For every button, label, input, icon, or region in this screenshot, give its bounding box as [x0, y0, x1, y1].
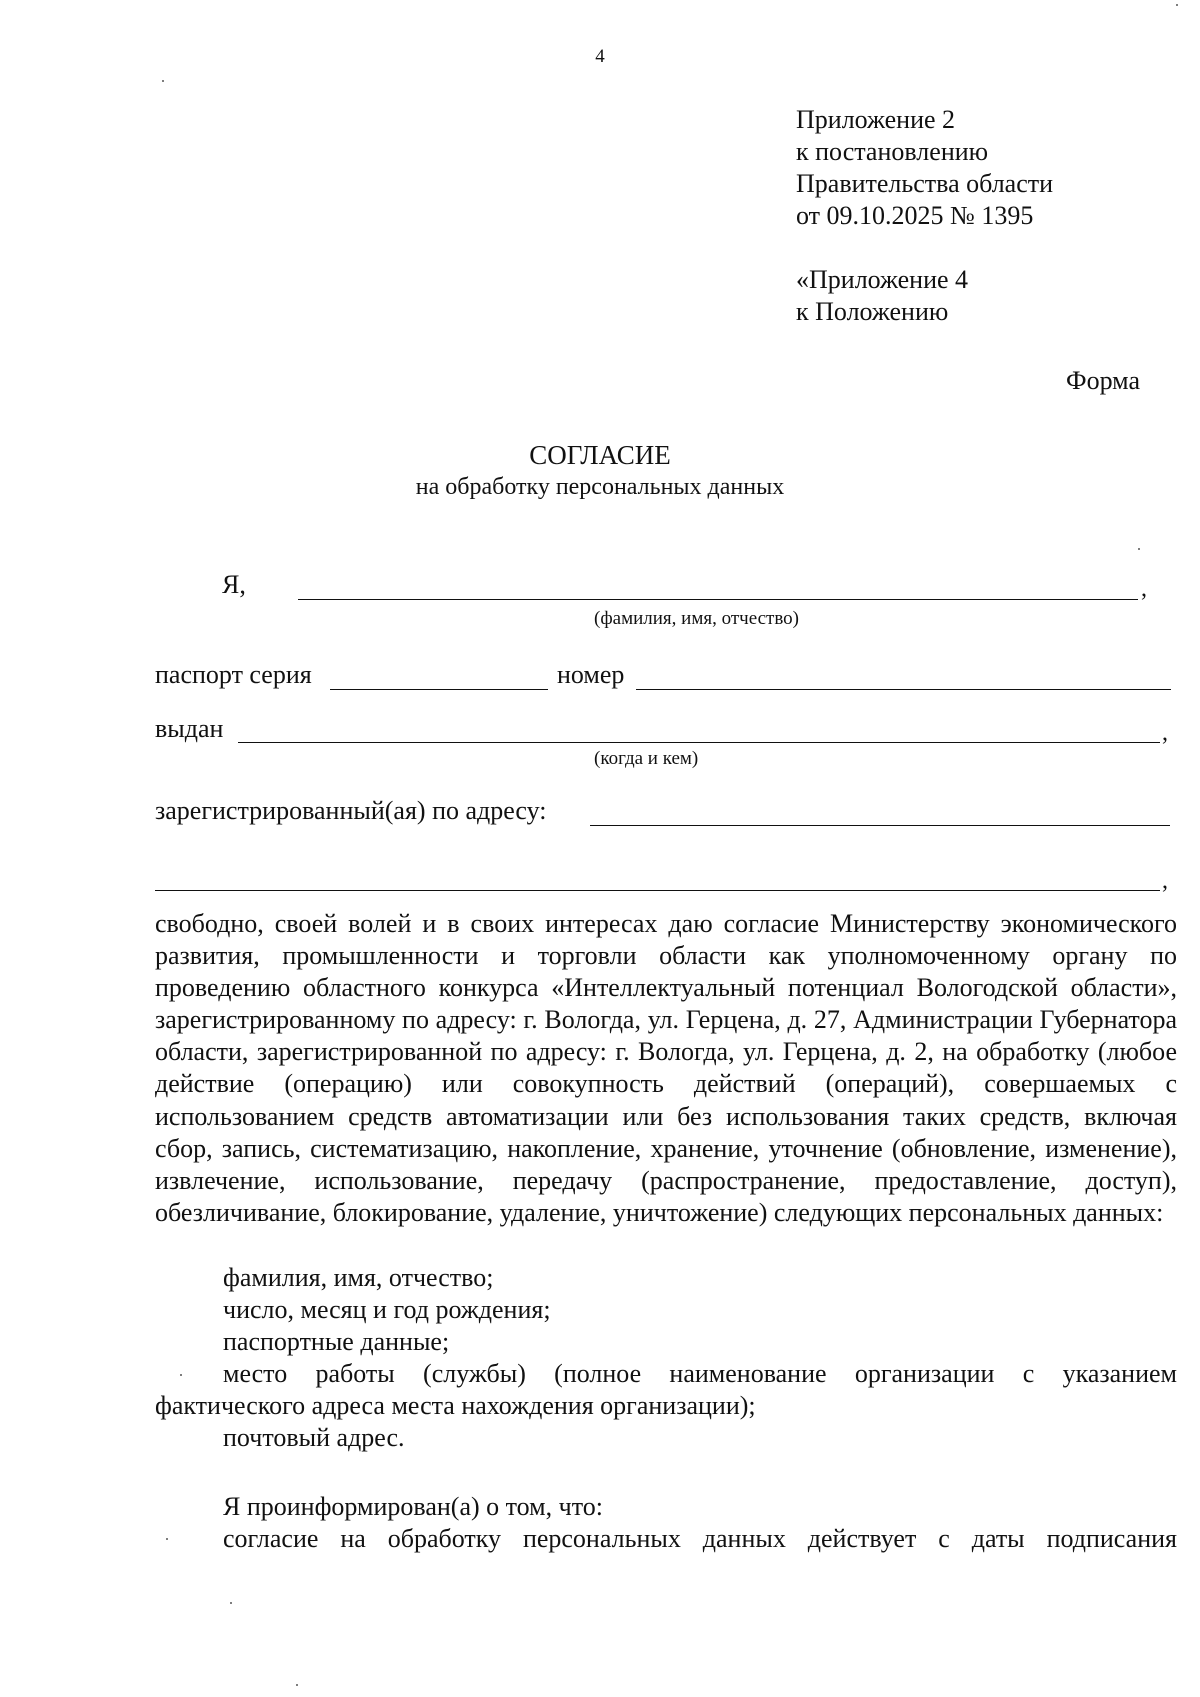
address-label: зарегистрированный(ая) по адресу:	[155, 796, 547, 825]
document-title: СОГЛАСИЕ	[529, 440, 671, 470]
scan-speck	[1138, 548, 1140, 550]
personal-data-list	[155, 1262, 1177, 1455]
passport-series-field[interactable]	[330, 689, 548, 690]
appendix-line: к Положению	[796, 297, 949, 326]
list-item: фамилия, имя, отчество;	[223, 1263, 494, 1292]
comma: ,	[1141, 576, 1147, 602]
informed-block	[155, 1491, 1177, 1555]
scan-speck	[1176, 4, 1178, 6]
i-label: Я,	[222, 570, 246, 599]
appendix-line: к постановлению	[796, 137, 989, 166]
scan-speck	[296, 1684, 298, 1686]
scan-speck	[180, 1374, 182, 1376]
informed-heading: Я проинформирован(а) о том, что:	[223, 1492, 603, 1521]
full-name-field[interactable]	[298, 599, 1138, 600]
comma: ,	[1162, 720, 1168, 746]
document-subtitle: на обработку персональных данных	[415, 474, 785, 500]
comma: ,	[1162, 868, 1168, 894]
appendix-line: «Приложение 4	[796, 265, 969, 294]
list-item: почтовый адрес.	[223, 1423, 405, 1453]
passport-number-label: номер	[557, 660, 625, 689]
passport-series-label: паспорт серия	[155, 660, 312, 689]
appendix-line: от 09.10.2025 № 1395	[796, 201, 1034, 230]
informed-item: согласие на обработку персональных данных действует с даты подписания	[223, 1524, 1177, 1554]
address-field-continued[interactable]	[155, 890, 1160, 891]
issued-field[interactable]	[238, 742, 1160, 743]
list-item: место работы (службы) (полное наименование организации с указанием фактического адреса места нахождения организации);	[155, 1359, 1177, 1421]
appendix-block	[796, 104, 1053, 328]
appendix-line: Приложение 2	[796, 105, 956, 134]
scan-speck	[230, 1602, 232, 1604]
appendix-line: Правительства области	[796, 169, 1054, 198]
issued-label: выдан	[155, 714, 224, 743]
list-item: паспортные данные;	[223, 1327, 450, 1357]
page-number: 4	[595, 46, 605, 67]
scan-speck	[166, 1538, 168, 1540]
consent-paragraph: свободно, своей волей и в своих интересах даю согласие Министерству экономического развития, промышленности и торговли области как уполномоченному органу по проведению областного конкурса «Интеллектуальный потенциал Вологодской области», зарегистрированному по адресу: г. Вологда, ул. Герцена, д. 27, Администрации Губернатора области, зарегистрированной по адресу: г. Вологда, ул. Герцена, д. 2, на обработку (любое действие (операцию) или совокупность действий (операций), совершаемых с использованием средств автоматизации или без использования таких средств, включая сбор, запись, систематизацию, накопление, хранение, уточнение (обновление, изменение), извлечение, использование, передачу (распространение, предоставление, доступ), обезличивание, блокирование, удаление, уничтожение) следующих персональных данных:	[155, 909, 1177, 1227]
passport-number-field[interactable]	[636, 689, 1171, 690]
form-label: Форма	[1066, 366, 1140, 395]
issued-hint: (когда и кем)	[594, 748, 699, 769]
full-name-hint: (фамилия, имя, отчество)	[594, 608, 800, 629]
scan-speck	[162, 80, 164, 82]
address-field[interactable]	[590, 825, 1170, 826]
list-item: число, месяц и год рождения;	[223, 1295, 551, 1325]
